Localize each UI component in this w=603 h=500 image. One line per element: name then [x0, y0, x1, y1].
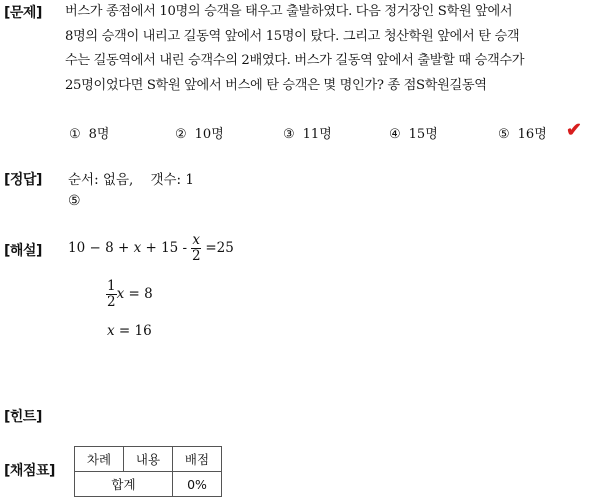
problem-line: 25명이었다면 S학원 앞에서 버스에 탄 승객은 몇 명인가? 종 점S학원길동역: [65, 77, 487, 93]
problem-text: [65, 0, 595, 98]
choice-2[interactable]: [175, 123, 224, 142]
table-header-cell: 배점: [173, 447, 222, 472]
choice-number: ③: [283, 127, 295, 142]
explanation-equation-1: [68, 233, 234, 264]
answer-value: ⑤: [68, 193, 81, 209]
eq-fraction: [191, 233, 201, 264]
scoring-table: [74, 446, 222, 497]
eq-part: 10 − 8 +: [68, 240, 134, 256]
explanation-label: [해설]: [4, 243, 42, 259]
table-total-row: [75, 472, 222, 497]
fraction-denominator: 2: [107, 294, 116, 310]
choice-text: 8명: [88, 127, 110, 142]
explanation-equation-3: [107, 323, 152, 339]
choice-number: ④: [389, 127, 401, 142]
eq-part: + 15 -: [141, 240, 188, 256]
eq-var: x: [133, 240, 142, 256]
choice-number: ①: [69, 127, 81, 142]
eq-var: x: [116, 286, 125, 302]
table-header-row: [75, 447, 222, 472]
table-header-cell: 차례: [75, 447, 124, 472]
answer-label: [정답]: [4, 172, 42, 188]
problem-label: [문제]: [4, 5, 42, 21]
hint-label: [힌트]: [4, 409, 42, 425]
choice-text: 10명: [194, 127, 224, 142]
total-value: 0%: [173, 472, 222, 497]
answer-order: 순서: 없음,: [68, 172, 134, 188]
choice-number: ②: [175, 127, 187, 142]
total-label: 합계: [75, 472, 173, 497]
table-header-cell: 내용: [124, 447, 173, 472]
problem-line: 8명의 승객이 내리고 길동역 앞에서 15명이 탔다. 그리고 청산학원 앞에서 탄 승객: [65, 28, 520, 44]
choice-number: ⑤: [498, 127, 510, 142]
eq-var: x: [107, 323, 115, 339]
eq-part: = 8: [124, 286, 153, 302]
choice-1[interactable]: [69, 123, 110, 142]
choice-list: [69, 119, 599, 143]
eq-fraction: [106, 279, 117, 310]
eq-part: =25: [201, 240, 234, 256]
fraction-denominator: 2: [191, 248, 201, 264]
choice-text: 16명: [517, 127, 547, 142]
choice-3[interactable]: [283, 123, 332, 142]
scoring-label: [채점표]: [4, 463, 55, 479]
answer-count: 갯수: 1: [150, 172, 194, 188]
explanation-equation-2: [106, 279, 153, 310]
fraction-numerator: x: [192, 232, 201, 248]
answer-meta: [68, 168, 194, 188]
choice-5[interactable]: [498, 123, 547, 142]
choice-text: 11명: [302, 127, 332, 142]
choice-text: 15명: [408, 127, 438, 142]
fraction-numerator: 1: [107, 278, 116, 294]
problem-line: 수는 길동역에서 내린 승객수의 2배였다. 버스가 길동역 앞에서 출발할 때 승객수가: [65, 53, 525, 68]
problem-line: 버스가 종점에서 10명의 승객을 태우고 출발하였다. 다음 정거장인 S학원 앞에서: [65, 4, 513, 19]
eq-part: = 16: [114, 323, 152, 339]
choice-4[interactable]: [389, 123, 438, 142]
check-mark-icon: ✔: [566, 119, 582, 141]
